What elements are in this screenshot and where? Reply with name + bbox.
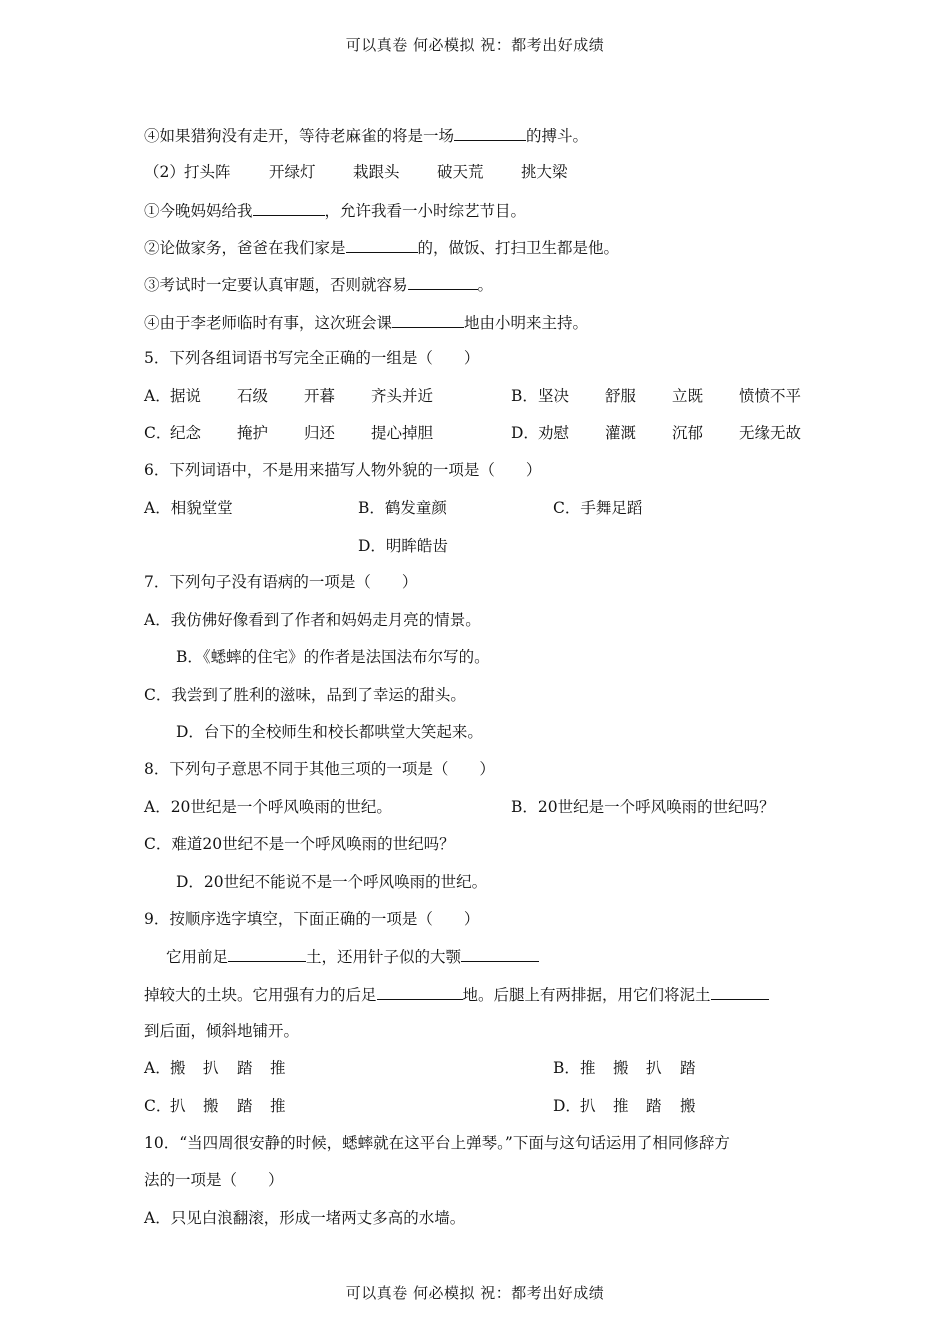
q9-option-c-char: 踏 <box>237 1097 253 1115</box>
q9-stem: 9．按顺序选字填空，下面正确的一项是（ ） <box>144 910 480 928</box>
q4-s2a-text: ②论做家务，爸爸在我们家是 <box>144 239 346 257</box>
q9-option-a-char: 推 <box>270 1059 286 1077</box>
q10-stem-line-2: 法的一项是（ ） <box>144 1171 284 1189</box>
q4-sentence-2 <box>144 236 619 259</box>
word-bank-item: 破天荒 <box>437 163 484 181</box>
q9-option-d-char: 扒 <box>580 1097 596 1115</box>
q4-s3a-text: ③考试时一定要认真审题，否则就容易 <box>144 276 408 294</box>
q9-p2b-text: 地。后腿上有两排据，用它们将泥土 <box>462 986 711 1004</box>
q9-option-a-char: 扒 <box>203 1059 219 1077</box>
q5-option-a-word: 齐头并近 <box>371 387 434 405</box>
q5-option-c-label: C． <box>144 424 172 442</box>
q9-option-d-char: 踏 <box>646 1097 662 1115</box>
q9-passage-line-3: 到后面，倾斜地铺开。 <box>144 1022 300 1040</box>
q8-option-b: B．20世纪是一个呼风唤雨的世纪吗？ <box>511 798 775 816</box>
q5-option-c-word: 纪念 <box>170 424 202 442</box>
q7-option-d: D．台下的全校师生和校长都哄堂大笑起来。 <box>176 723 483 741</box>
q5-option-d-word: 沉郁 <box>672 424 704 442</box>
page-header: 可以真卷 何必模拟 祝：都考出好成绩 <box>345 36 605 54</box>
q10-stem-line-1: 10．“当四周很安静的时候，蟋蟀就在这平台上弹琴。”下面与这句话运用了相同修辞方 <box>144 1134 730 1152</box>
word-bank-item: 开绿灯 <box>269 163 316 181</box>
q4-s4d-text: 地由小明来主持。 <box>464 314 589 332</box>
word-bank-item: 打头阵 <box>184 163 231 181</box>
fill-blank[interactable] <box>253 199 325 216</box>
q5-option-b-word: 立既 <box>672 387 704 405</box>
q4-sentence-4c <box>144 311 588 334</box>
q4-s4c-text: ④由于李老师临时有事，这次班会课 <box>144 314 393 332</box>
q5-option-b-word: 愤愤不平 <box>739 387 802 405</box>
q9-option-c-char: 搬 <box>203 1097 219 1115</box>
q9-option-b-char: 踏 <box>680 1059 696 1077</box>
q4-s2b-text: 的，做饭、打扫卫生都是他。 <box>417 239 620 257</box>
q6-stem: 6．下列词语中，不是用来描写人物外貌的一项是（ ） <box>144 461 542 479</box>
q9-option-b-label: B． <box>553 1059 580 1077</box>
q9-p1a-text: 它用前足 <box>166 948 229 966</box>
q5-option-d-word: 劝慰 <box>538 424 570 442</box>
fill-blank[interactable] <box>461 945 539 962</box>
q5-option-b-word: 坚决 <box>538 387 570 405</box>
q5-option-a-word: 石级 <box>237 387 269 405</box>
q5-option-a-label: A． <box>144 387 171 405</box>
q5-option-b-label: B． <box>511 387 538 405</box>
q9-option-d-char: 推 <box>613 1097 629 1115</box>
q4-sentence-4a <box>144 124 588 147</box>
q5-option-d-word: 灌溉 <box>605 424 637 442</box>
q5-option-c-word: 提心掉胆 <box>371 424 434 442</box>
part2-label: （2） <box>144 163 185 181</box>
q8-stem: 8．下列句子意思不同于其他三项的一项是（ ） <box>144 760 495 778</box>
q9-option-c-char: 扒 <box>170 1097 186 1115</box>
q9-p1b-text: 土，还用针子似的大颚 <box>306 948 462 966</box>
q6-option-b: B．鹤发童颜 <box>358 499 447 517</box>
q9-option-b-char: 扒 <box>646 1059 662 1077</box>
q9-option-c-char: 推 <box>270 1097 286 1115</box>
q4-s4a-text: ④如果猎狗没有走开，等待老麻雀的将是一场 <box>144 127 455 145</box>
q7-option-c: C．我尝到了胜利的滋味，品到了幸运的甜头。 <box>144 686 466 704</box>
q9-passage-line-1 <box>166 945 539 968</box>
fill-blank[interactable] <box>392 311 464 328</box>
q8-option-c: C．难道20世纪不是一个呼风唤雨的世纪吗？ <box>144 835 455 853</box>
q4-s3b-text: 。 <box>477 276 494 294</box>
q5-stem: 5．下列各组词语书写完全正确的一组是（ ） <box>144 349 480 367</box>
q5-option-d-word: 无缘无故 <box>739 424 802 442</box>
q5-option-a-word: 据说 <box>170 387 202 405</box>
q4-sentence-1 <box>144 199 526 222</box>
q6-option-c: C．手舞足蹈 <box>553 499 643 517</box>
q9-option-b-char: 推 <box>580 1059 596 1077</box>
q8-option-d: D．20世纪不能说不是一个呼风唤雨的世纪。 <box>176 873 488 891</box>
fill-blank[interactable] <box>346 236 418 253</box>
q5-option-d-label: D． <box>511 424 539 442</box>
q9-option-d-label: D． <box>553 1097 581 1115</box>
q4-s4b-text: 的搏斗。 <box>526 127 589 145</box>
q4-word-bank <box>144 161 568 183</box>
q9-option-b-char: 搬 <box>613 1059 629 1077</box>
word-bank-item: 栽跟头 <box>353 163 400 181</box>
q5-option-c-word: 掩护 <box>237 424 269 442</box>
q4-s1b-text: ，允许我看一小时综艺节目。 <box>324 202 527 220</box>
q9-option-a-char: 搬 <box>170 1059 186 1077</box>
q7-option-b: B．《蟋蟀的住宅》的作者是法国法布尔写的。 <box>176 648 490 666</box>
q7-stem: 7．下列句子没有语病的一项是（ ） <box>144 573 418 591</box>
word-bank-item: 挑大梁 <box>521 163 568 181</box>
q10-option-a: A．只见白浪翻滚，形成一堵两丈多高的水墙。 <box>144 1209 466 1227</box>
q9-passage-line-2 <box>144 983 769 1006</box>
page-footer: 可以真卷 何必模拟 祝：都考出好成绩 <box>345 1284 605 1302</box>
q9-option-a-label: A． <box>144 1059 171 1077</box>
q8-option-a: A．20世纪是一个呼风唤雨的世纪。 <box>144 798 392 816</box>
q9-option-d-char: 搬 <box>680 1097 696 1115</box>
q4-sentence-3 <box>144 273 493 296</box>
q6-option-d: D．明眸皓齿 <box>358 537 448 555</box>
fill-blank[interactable] <box>408 273 478 290</box>
q9-option-a-char: 踏 <box>237 1059 253 1077</box>
q5-option-c-word: 归还 <box>304 424 336 442</box>
fill-blank[interactable] <box>711 983 769 1000</box>
q7-option-a: A．我仿佛好像看到了作者和妈妈走月亮的情景。 <box>144 611 481 629</box>
fill-blank[interactable] <box>454 124 526 141</box>
q4-s1a-text: ①今晚妈妈给我 <box>144 202 253 220</box>
fill-blank[interactable] <box>377 983 463 1000</box>
q6-option-a: A．相貌堂堂 <box>144 499 233 517</box>
q5-option-a-word: 开暮 <box>304 387 336 405</box>
q5-option-b-word: 舒服 <box>605 387 637 405</box>
q9-option-c-label: C． <box>144 1097 172 1115</box>
q9-p2a-text: 掉较大的土块。它用强有力的后足 <box>144 986 377 1004</box>
fill-blank[interactable] <box>228 945 306 962</box>
